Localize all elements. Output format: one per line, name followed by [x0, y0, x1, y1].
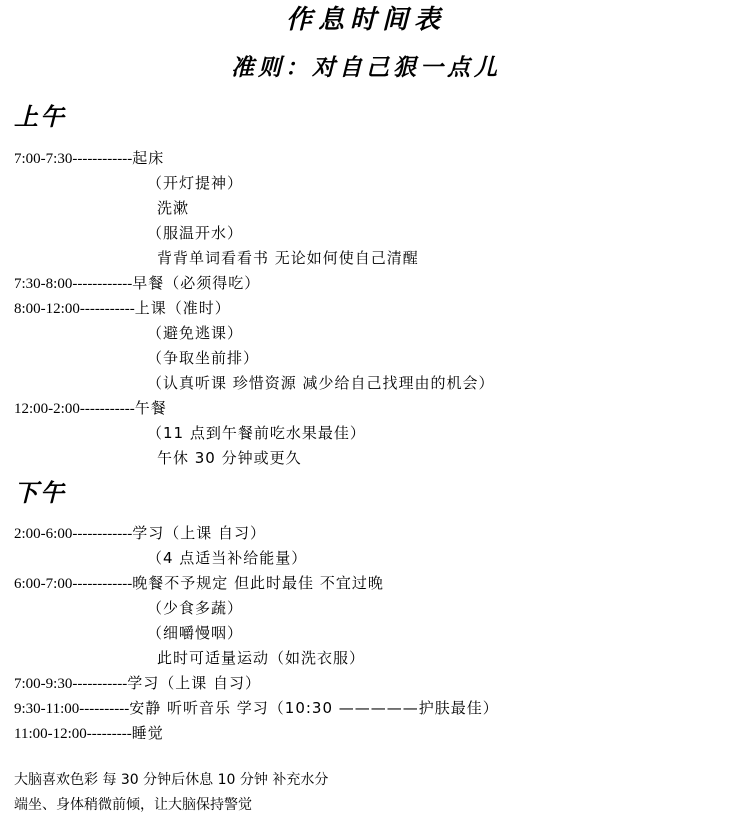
activity-note: （少食多蔬）	[147, 599, 244, 617]
footer-tip-line: 端坐、身体稍微前倾，让大脑保持警觉	[14, 797, 252, 813]
activity-note: 洗漱	[157, 199, 190, 217]
time-range: 7:00-9:30-----------	[14, 676, 128, 692]
section-heading-afternoon: 下午	[14, 479, 66, 507]
footer-tips	[14, 768, 724, 818]
time-range: 6:00-7:00------------	[14, 576, 133, 592]
footer-tip-line: 大脑喜欢色彩 每 30 分钟后休息 10 分钟 补充水分	[14, 772, 329, 788]
activity-note: 午休 30 分钟或更久	[157, 449, 302, 467]
activity-note: （服温开水）	[147, 224, 244, 242]
activity-note: （认真听课 珍惜资源 减少给自己找理由的机会）	[147, 374, 495, 392]
section-heading-morning: 上午	[14, 103, 66, 131]
schedule-line	[14, 146, 724, 171]
schedule-line	[14, 171, 724, 196]
activity-text: 睡觉	[131, 724, 164, 742]
schedule-line	[14, 296, 724, 321]
schedule-line	[14, 221, 724, 246]
schedule-line	[14, 271, 724, 296]
schedule-line	[14, 371, 724, 396]
time-range: 12:00-2:00-----------	[14, 401, 135, 417]
activity-text: 起床	[132, 149, 165, 167]
activity-note: （争取坐前排）	[147, 349, 260, 367]
schedule-line	[14, 346, 724, 371]
activity-text: 学习（上课 自习）	[127, 674, 262, 692]
schedule-line	[14, 671, 724, 696]
activity-note: （4 点适当补给能量）	[147, 549, 308, 567]
schedule-line	[14, 421, 724, 446]
schedule-line	[14, 596, 724, 621]
activity-text: 午餐	[134, 399, 167, 417]
activity-note: 此时可适量运动（如洗衣服）	[157, 649, 366, 667]
time-range: 2:00-6:00------------	[14, 526, 133, 542]
schedule-line	[14, 246, 724, 271]
schedule-line	[14, 721, 724, 746]
afternoon-schedule	[14, 521, 724, 746]
schedule-line	[14, 571, 724, 596]
schedule-line	[14, 696, 724, 721]
time-range: 11:00-12:00---------	[14, 726, 132, 742]
page-subtitle: 准则：对自己狠一点儿	[231, 55, 501, 81]
activity-note: （开灯提神）	[147, 174, 244, 192]
schedule-line	[14, 321, 724, 346]
time-range: 8:00-12:00-----------	[14, 301, 135, 317]
activity-text: 安静 听听音乐 学习（10:30 —————护肤最佳）	[129, 699, 499, 717]
page-title: 作息时间表	[285, 5, 446, 35]
time-range: 7:00-7:30------------	[14, 151, 133, 167]
schedule-line	[14, 521, 724, 546]
time-range: 9:30-11:00----------	[14, 701, 130, 717]
activity-text: 早餐（必须得吃）	[132, 274, 261, 292]
schedule-line	[14, 546, 724, 571]
morning-schedule	[14, 146, 724, 471]
activity-text: 晚餐不予规定 但此时最佳 不宜过晚	[132, 574, 384, 592]
schedule-line	[14, 621, 724, 646]
time-range: 7:30-8:00------------	[14, 276, 133, 292]
schedule-line	[14, 446, 724, 471]
schedule-line	[14, 646, 724, 671]
schedule-line	[14, 196, 724, 221]
activity-note: （11 点到午餐前吃水果最佳）	[147, 424, 366, 442]
activity-note: 背背单词看看书 无论如何使自己清醒	[157, 249, 419, 267]
activity-text: 学习（上课 自习）	[132, 524, 267, 542]
activity-text: 上课（准时）	[134, 299, 231, 317]
activity-note: （细嚼慢咽）	[147, 624, 244, 642]
activity-note: （避免逃课）	[147, 324, 244, 342]
schedule-line	[14, 396, 724, 421]
